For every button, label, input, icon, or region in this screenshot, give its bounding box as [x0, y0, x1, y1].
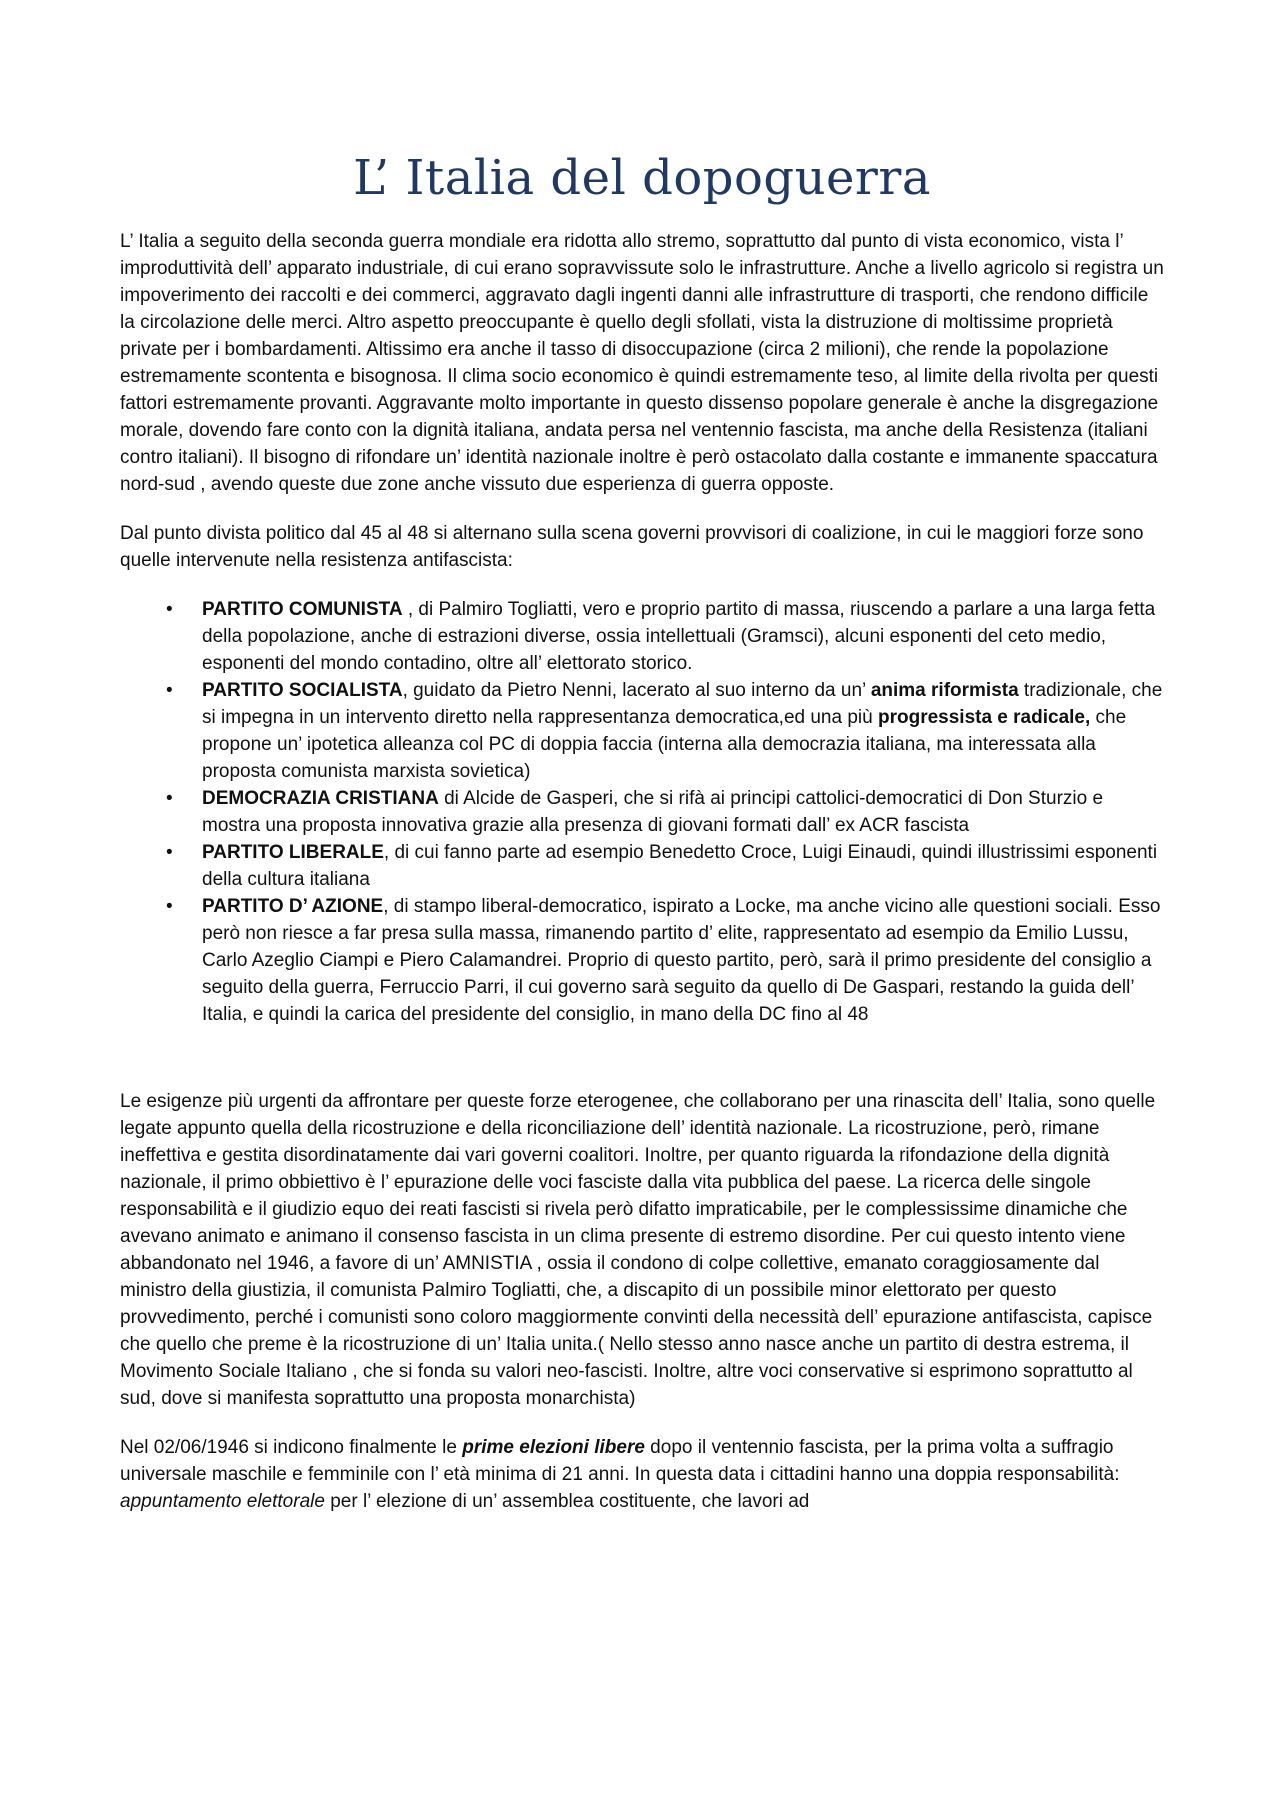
party-description: di Alcide de Gasperi, che si rifà ai principi cattolici-democratici di Don Sturzio e mostra una proposta innovativa grazie alla presenza di giovani formati dall’ ex ACR fascista: [202, 788, 1104, 836]
text-run: per l’ elezione di un’ assemblea costituente, che lavori ad: [324, 1491, 810, 1512]
party-description: che propone un’ ipotetica alleanza col PC di doppia faccia (interna alla democrazia italiana, ma interessata alla proposta comunista marxista sovietica): [202, 707, 1127, 782]
party-list: [120, 596, 1164, 1028]
list-item-partito-liberale: [166, 839, 1164, 893]
paragraph-elections: [120, 1434, 1164, 1515]
highlight-term: anima riformista: [870, 680, 1019, 701]
party-name: PARTITO D’ AZIONE: [202, 896, 384, 917]
bullet-icon: •: [166, 896, 173, 917]
text-run: Nel 02/06/1946 si indicono finalmente le: [120, 1437, 463, 1458]
text-run: dopo il ventennio fascista, per la prima volta a suffragio universale maschile e femminile con l’ età minima di 21 anni. In questa data i cittadini hanno una doppia responsabilità:: [120, 1437, 1120, 1485]
page-title: L’ Italia del dopoguerra: [353, 150, 931, 206]
list-item-democrazia-cristiana: [166, 785, 1164, 839]
list-item-partito-socialista: [166, 677, 1164, 785]
party-description: tradizionale, che si impegna in un intervento diretto nella rappresentanza democratica,ed una più: [202, 680, 1163, 728]
party-description: , di cui fanno parte ad esempio Benedetto Croce, Luigi Einaudi, quindi illustrissimi esponenti della cultura italiana: [202, 842, 1158, 890]
highlight-term: progressista e radicale,: [877, 707, 1091, 728]
list-item-partito-azione: [166, 893, 1164, 1028]
party-description: , di Palmiro Togliatti, vero e proprio partito di massa, riuscendo a parlare a una larga fetta della popolazione, anche di estrazioni diverse, ossia intellettuali (Gramsci), alcuni esponenti del ceto medio, esponenti del mondo contadino, oltre all’ elettorato storico.: [202, 599, 1156, 674]
party-name: PARTITO SOCIALISTA: [202, 680, 403, 701]
bullet-icon: •: [166, 788, 173, 809]
party-name: DEMOCRAZIA CRISTIANA: [202, 788, 439, 809]
list-item-partito-comunista: [166, 596, 1164, 677]
party-name: PARTITO COMUNISTA: [202, 599, 403, 620]
bullet-icon: •: [166, 680, 173, 701]
party-name: PARTITO LIBERALE: [202, 842, 384, 863]
bullet-icon: •: [166, 599, 173, 620]
paragraph-reconstruction: Le esigenze più urgenti da affrontare per queste forze eterogenee, che collaborano per una rinascita dell’ Italia, sono quelle legate appunto quella della ricostruzione e della riconciliazione dell’ identità nazionale. La ricostruzione, però, rimane ineffettiva e gestita disordinatamente dai vari governi coalitori. Inoltre, per quanto riguarda la rifondazione della dignità nazionale, il primo obbiettivo è l’ epurazione delle voci fasciste dalla vita pubblica del paese. La ricerca delle singole responsabilità e il giudizio equo dei reati fascisti si rivela però difatto impraticabile, per le complessissime dinamiche che avevano animato e animano il consenso fascista in un clima presente di estremo disordine. Per cui questo intento viene abbandonato nel 1946, a favore di un’ AMNISTIA , ossia il condono di colpe collettive, emanato coraggiosamente dal ministro della giustizia, il comunista Palmiro Togliatti, che, a discapito di un possibile minor elettorato per questo provvedimento, perché i comunisti sono coloro maggiormente convinti della necessità dell’ epurazione antifascista, capisce che quello che preme è la ricostruzione di un’ Italia unita.( Nello stesso anno nasce anche un partito di destra estrema, il Movimento Sociale Italiano , che si fonda su valori neo-fascisti. Inoltre, altre voci conservative si esprimono soprattutto al sud, dove si manifesta soprattutto una proposta monarchista): [120, 1091, 1156, 1409]
paragraph-political-overview: Dal punto divista politico dal 45 al 48 si alternano sulla scena governi provvisori di coalizione, in cui le maggiori forze sono quelle intervenute nella resistenza antifascista:: [120, 523, 1144, 571]
party-description: , guidato da Pietro Nenni, lacerato al suo interno da un’: [402, 680, 871, 701]
party-description: , di stampo liberal-democratico, ispirato a Locke, ma anche vicino alle questioni sociali. Esso però non riesce a far presa sulla massa, rimanendo partito d’ elite, rappresentato ad esempio da Emilio Lussu, Carlo Azeglio Ciampi e Piero Calamandrei. Proprio di questo partito, però, sarà il primo presidente del consiglio a seguito della guerra, Ferruccio Parri, il cui governo sarà seguito da quello di De Gaspari, restando la guida dell’ Italia, e quindi la carica del presidente del consiglio, in mano della DC fino al 48: [202, 896, 1161, 1025]
emphasis-term: appuntamento elettorale: [120, 1491, 325, 1512]
emphasis-term: prime elezioni libere: [462, 1437, 645, 1458]
bullet-icon: •: [166, 842, 173, 863]
paragraph-postwar-situation: L’ Italia a seguito della seconda guerra mondiale era ridotta allo stremo, soprattutto dal punto di vista economico, vista l’ improduttività dell’ apparato industriale, di cui erano sopravvissute solo le infrastrutture. Anche a livello agricolo si registra un impoverimento dei raccolti e dei commerci, aggravato dagli ingenti danni alle infrastrutture di trasporti, che rendono difficile la circolazione delle merci. Altro aspetto preoccupante è quello degli sfollati, vista la distruzione di moltissime proprietà private per i bombardamenti. Altissimo era anche il tasso di disoccupazione (circa 2 milioni), che rende la popolazione estremamente scontenta e bisognosa. Il clima socio economico è quindi estremamente teso, al limite della rivolta per questi fattori estremamente provanti. Aggravante molto importante in questo dissenso popolare generale è anche la disgregazione morale, dovendo fare conto con la dignità italiana, andata persa nel ventennio fascista, ma anche della Resistenza (italiani contro italiani). Il bisogno di rifondare un’ identità nazionale inoltre è però ostacolato dalla costante e immanente spaccatura nord-sud , avendo queste due zone anche vissuto due esperienza di guerra opposte.: [120, 231, 1164, 495]
